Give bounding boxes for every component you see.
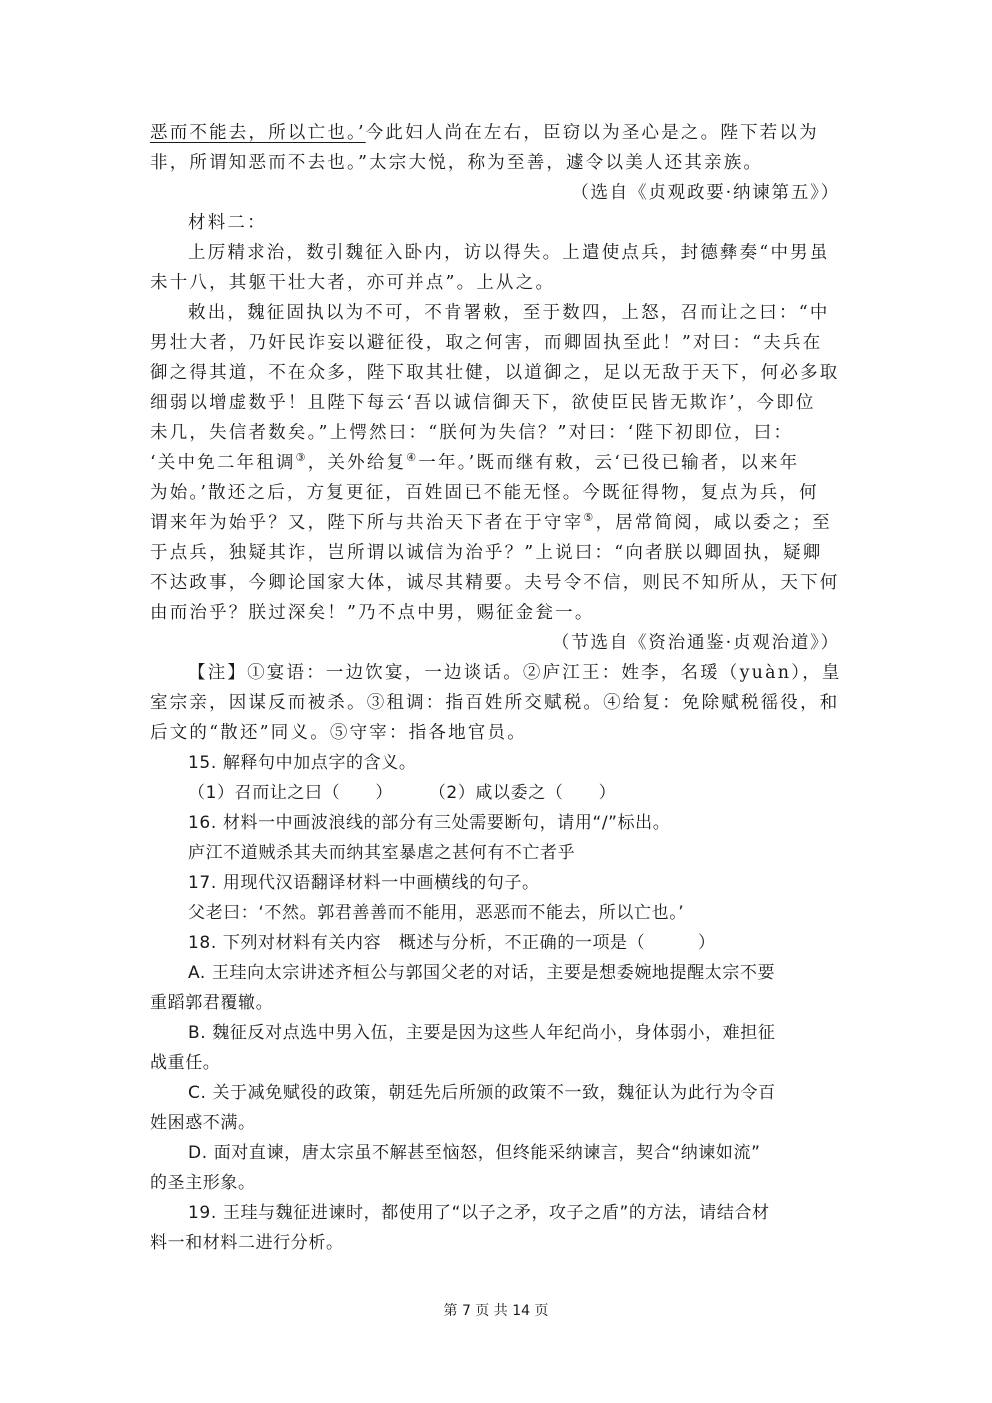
underlined-sentence: 恶而不能去，所以亡也。’	[150, 123, 366, 143]
question-16-text: 庐江不道贼杀其夫而纳其室暴虐之甚何有不亡者乎	[188, 843, 576, 863]
option-d: D. 面对直谏，唐太宗虽不解甚至恼怒，但终能采纳谏言，契合“纳谏如流”	[188, 1143, 761, 1163]
passage-line: 未几，失信者数矣。”上愕然曰：“朕何为失信？”对曰：‘陛下初即位，曰：	[150, 423, 794, 443]
question-17: 17. 用现代汉语翻译材料一中画横线的句子。	[188, 873, 540, 893]
option-a: A. 王珪向太宗讲述齐桓公与郭国父老的对话，主要是想委婉地提醒太宗不要	[188, 963, 776, 983]
passage-line: 恶而不能去，所以亡也。’今此妇人尚在左右，臣窃以为圣心是之。陛下若以为	[150, 123, 819, 143]
footnote-marker: ③	[295, 451, 308, 465]
passage-line: ‘关中免二年租调③，关外给复④一年。’既而继有敕，云‘已役已输者，以来年	[150, 451, 800, 473]
source-citation: （选自《贞观政要·纳谏第五》）	[571, 183, 840, 203]
passage-line: 不达政事，今卿论国家大体，诚尽其精要。夫号令不信，则民不知所从，天下何	[150, 573, 840, 593]
passage-line: 为始。’散还之后，方复更征，百姓固已不能无怪。今既征得物，复点为兵，何	[150, 483, 819, 503]
passage-line: 于点兵，独疑其诈，岂所谓以诚信为治乎？”上说曰：“向者朕以卿固执，疑卿	[150, 543, 823, 563]
question-16: 16. 材料一中画波浪线的部分有三处需要断句，请用“/”标出。	[188, 813, 671, 833]
note-line: 后文的“散还”同义。⑤守宰：指各地官员。	[150, 723, 527, 743]
option-c-cont: 姓困惑不满。	[150, 1113, 256, 1133]
passage-line: 男壮大者，乃奸民诈妄以避征役，取之何害，而卿固执至此！”对曰：“夫兵在	[150, 333, 823, 353]
question-18: 18. 下列对材料有关内容 概述与分析，不正确的一项是（ ）	[188, 933, 716, 953]
material-label: 材料二：	[188, 213, 267, 233]
passage-line: 御之得其道，不在众多，陛下取其壮健，以道御之，足以无敌于天下，何必多取	[150, 363, 840, 383]
note-line: 室宗亲，因谋反而被杀。③租调：指百姓所交赋税。④给复：免除赋税徭役，和	[150, 693, 840, 713]
passage-line: 未十八，其躯干壮大者，亦可并点”。上从之。	[150, 273, 556, 293]
option-d-cont: 的圣主形象。	[150, 1173, 256, 1193]
option-c: C. 关于减免赋役的政策，朝廷先后所颁的政策不一致，魏征认为此行为令百	[188, 1083, 776, 1103]
option-a-cont: 重蹈郭君覆辙。	[150, 993, 274, 1013]
footnote-marker: ④	[406, 451, 419, 465]
page-footer: 第 7 页 共 14 页	[443, 1303, 549, 1319]
document-page	[150, 118, 840, 1258]
passage-line: 细弱以增虚数乎！且陛下每云‘吾以诚信御天下，欲使臣民皆无欺诈’，今即位	[150, 393, 816, 413]
option-b: B. 魏征反对点选中男入伍，主要是因为这些人年纪尚小，身体弱小，难担征	[188, 1023, 776, 1043]
question-19: 19. 王珪与魏征进谏时，都使用了“以子之矛，攻子之盾”的方法，请结合材	[188, 1203, 770, 1223]
source-citation: （节选自《资治通鉴·贞观治道》）	[551, 633, 840, 653]
passage-line: 上厉精求治，数引魏征入卧内，访以得失。上遣使点兵，封德彝奏“中男虽	[188, 243, 830, 263]
note-line: 【注】①宴语：一边饮宴，一边谈话。②庐江王：姓李，名瑗（yuàn），皇	[188, 663, 842, 683]
passage-line: 由而治乎？朕过深矣！”乃不点中男，赐征金瓮一。	[150, 603, 595, 623]
question-15-items: （1）召而让之曰（ ） （2）咸以委之（ ）	[188, 783, 617, 803]
question-19-cont: 料一和材料二进行分析。	[150, 1233, 344, 1253]
footnote-marker: ⑤	[583, 511, 596, 525]
question-15: 15. 解释句中加点字的含义。	[188, 753, 417, 773]
question-17-text: 父老曰：‘不然。郭君善善而不能用，恶恶而不能去，所以亡也。’	[188, 903, 685, 923]
option-b-cont: 战重任。	[150, 1053, 221, 1073]
passage-line: 敕出，魏征固执以为不可，不肯署敕，至于数四，上怒，召而让之曰：“中	[188, 303, 830, 323]
passage-line: 非，所谓知恶而不去也。”太宗大悦，称为至善，遽令以美人还其亲族。	[150, 153, 764, 173]
passage-line: 谓来年为始乎？又，陛下所与共治天下者在于守宰⑤，居常简阅，咸以委之；至	[150, 511, 832, 533]
